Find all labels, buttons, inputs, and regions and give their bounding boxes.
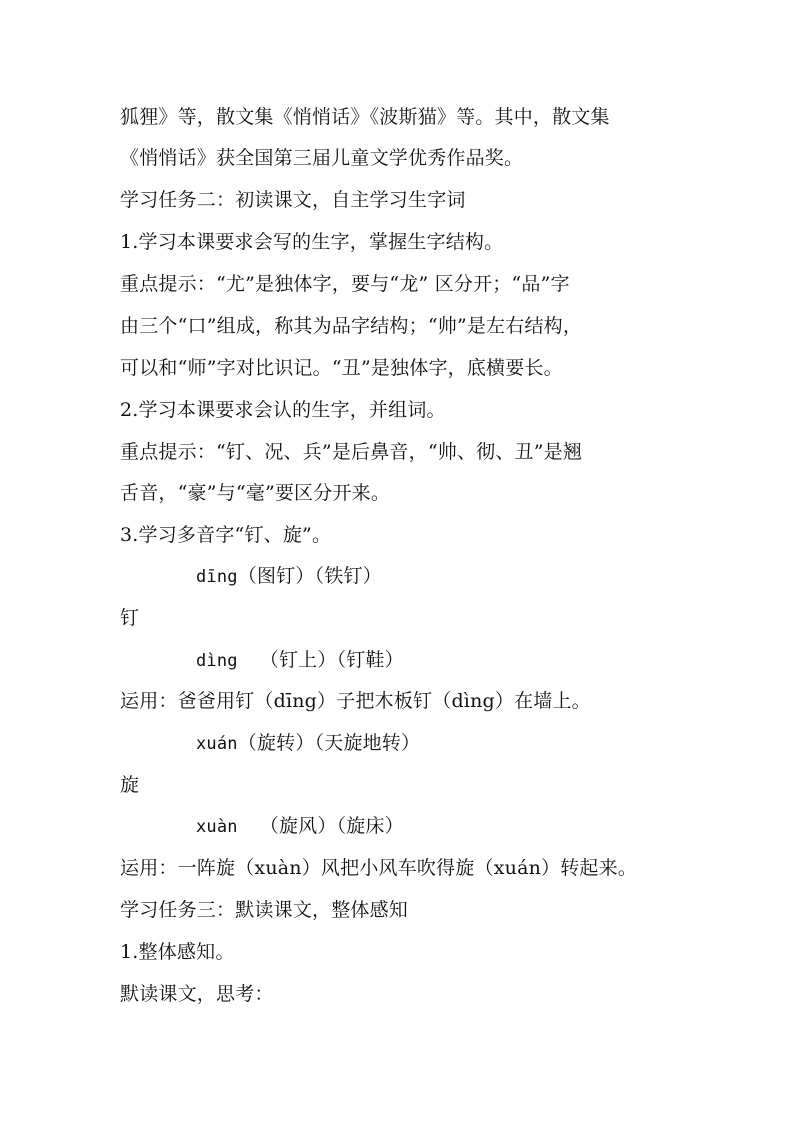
polyphonic-ding1-line: [196, 561, 776, 591]
text-line-9: 重点提示：“钉、况、兵”是后鼻音，“帅、彻、丑”是翘: [120, 441, 583, 463]
pinyin-xuan4: xuàn: [196, 817, 238, 837]
character-ding: 钉: [120, 607, 140, 629]
words-ding4: （钉上）（钉鞋）: [259, 649, 404, 671]
usage-line-ding: 运用：爸爸用钉（dīng）子把木板钉（dìng）在墙上。: [120, 690, 591, 712]
words-xuan2: （旋转）（天旋地转）: [237, 732, 421, 754]
text-line-7: 可以和“师”字对比识记。“丑”是独体字，底横要长。: [120, 357, 563, 379]
text-line-1: 狐狸》等，散文集《悄悄话》《波斯猫》等。其中，散文集: [120, 106, 610, 128]
section-heading-task-3: 学习任务三：默读课文，整体感知: [120, 899, 409, 921]
polyphonic-xuan2-line: [196, 728, 776, 758]
polyphonic-ding4-line: [196, 645, 776, 675]
pinyin-xuan2: xuán: [196, 734, 238, 754]
text-line-6: 由三个“口”组成，称其为品字结构；“帅”是左右结构，: [120, 315, 583, 337]
text-line-11: 3.学习多音字“钉、旋”。: [120, 524, 332, 546]
pinyin-ding1: dīng: [196, 567, 238, 587]
text-line-22: 默读课文，思考：: [120, 983, 274, 1005]
words-ding1: （图钉）（铁钉）: [237, 565, 382, 587]
text-line-4: 1.学习本课要求会写的生字，掌握生字结构。: [120, 231, 504, 253]
words-xuan4: （旋风）（旋床）: [259, 815, 404, 837]
character-xuan: 旋: [120, 774, 140, 796]
text-line-2: 《悄悄话》获全国第三届儿童文学优秀作品奖。: [120, 147, 524, 169]
text-line-10: 舌音，“豪”与“毫”要区分开来。: [120, 482, 391, 504]
text-line-21: 1.整体感知。: [120, 941, 235, 963]
usage-line-xuan: 运用：一阵旋（xuàn）风把小风车吹得旋（xuán）转起来。: [120, 857, 638, 879]
polyphonic-xuan4-line: [196, 811, 776, 841]
text-line-8: 2.学习本课要求会认的生字，并组词。: [120, 399, 446, 421]
pinyin-ding4: dìng: [196, 651, 238, 671]
text-line-5: 重点提示：“尤”是独体字，要与“龙” 区分开；“品”字: [120, 273, 570, 295]
section-heading-task-2: 学习任务二：初读课文，自主学习生字词: [120, 189, 466, 211]
